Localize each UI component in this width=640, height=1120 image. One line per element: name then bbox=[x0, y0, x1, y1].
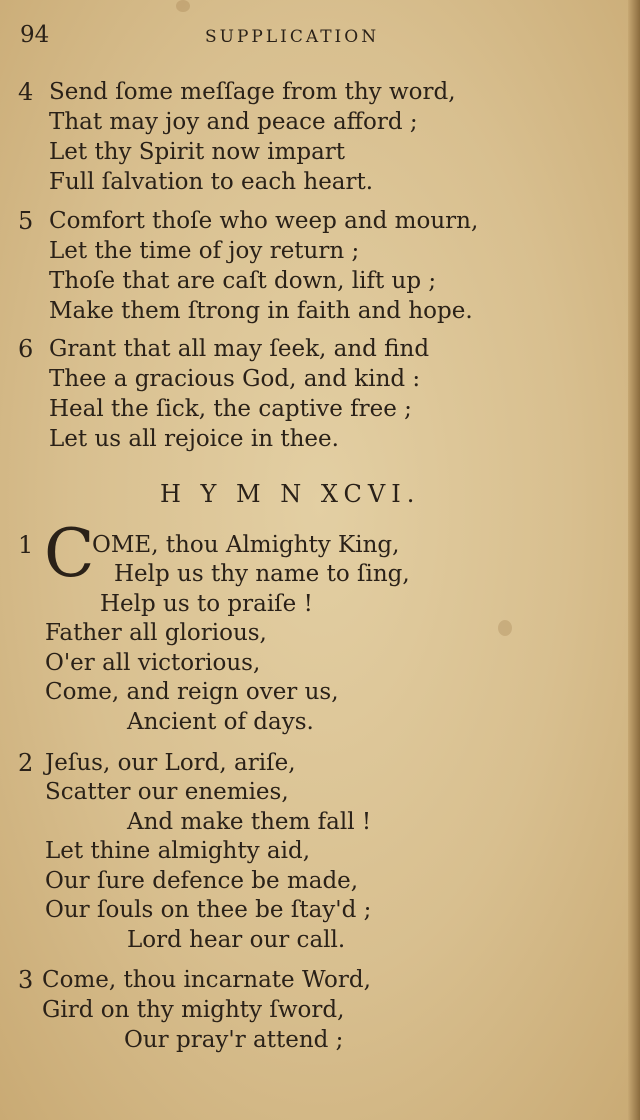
running-head: SUPPLICATION bbox=[205, 27, 380, 47]
verse-line: Thee a gracious God, and kind : bbox=[49, 366, 421, 392]
verse-line: Comfort thoſe who weep and mourn, bbox=[49, 208, 479, 234]
verse-line: OME, thou Almighty King, bbox=[92, 532, 400, 558]
verse-line: Our pray'r attend ; bbox=[124, 1027, 344, 1053]
stanza-number: 5 bbox=[18, 207, 34, 235]
verse-line: Send ſome meſſage from thy word, bbox=[49, 79, 456, 105]
verse-line: Jeſus, our Lord, ariſe, bbox=[45, 750, 296, 776]
verse-line: Full ſalvation to each heart. bbox=[49, 169, 374, 195]
verse-line: Let the time of joy return ; bbox=[49, 238, 360, 264]
verse-line: Let thine almighty aid, bbox=[45, 838, 311, 864]
verse-line: Help us to praiſe ! bbox=[100, 591, 313, 617]
book-spine-edge bbox=[628, 0, 640, 1120]
verse-line: Let thy Spirit now impart bbox=[49, 139, 346, 165]
verse-line: Scatter our enemies, bbox=[45, 779, 289, 805]
paper-stain bbox=[498, 620, 512, 636]
stanza-number: 2 bbox=[18, 749, 34, 777]
verse-line: Our ſouls on thee be ſtay'd ; bbox=[45, 897, 372, 923]
verse-line: O'er all victorious, bbox=[45, 650, 261, 676]
verse-line: Heal the ſick, the captive free ; bbox=[49, 396, 412, 422]
stanza-number: 1 bbox=[18, 531, 34, 559]
verse-line: And make them fall ! bbox=[127, 809, 372, 835]
paper-stain bbox=[176, 0, 190, 12]
verse-line: Gird on thy mighty ſword, bbox=[42, 997, 345, 1023]
verse-line: Grant that all may ſeek, and find bbox=[49, 336, 430, 362]
verse-line: Ancient of days. bbox=[127, 709, 314, 735]
verse-line: Let us all rejoice in thee. bbox=[49, 426, 339, 452]
verse-line: Help us thy name to ſing, bbox=[114, 561, 410, 587]
verse-line: Come, thou incarnate Word, bbox=[42, 967, 371, 993]
verse-line: That may joy and peace afford ; bbox=[49, 109, 418, 135]
verse-line: Thoſe that are caſt down, lift up ; bbox=[49, 268, 437, 294]
verse-line: Make them ſtrong in faith and hope. bbox=[49, 298, 473, 324]
verse-line: Come, and reign over us, bbox=[45, 679, 339, 705]
page-number: 94 bbox=[20, 22, 50, 48]
hymn-title: H Y M N XCVI. bbox=[160, 480, 421, 508]
stanza-number: 4 bbox=[18, 78, 34, 106]
drop-cap: C bbox=[44, 515, 95, 592]
verse-line: Lord hear our call. bbox=[127, 927, 346, 953]
stanza-number: 6 bbox=[18, 335, 34, 363]
verse-line: Our ſure defence be made, bbox=[45, 868, 359, 894]
verse-line: Father all glorious, bbox=[45, 620, 267, 646]
stanza-number: 3 bbox=[18, 966, 34, 994]
